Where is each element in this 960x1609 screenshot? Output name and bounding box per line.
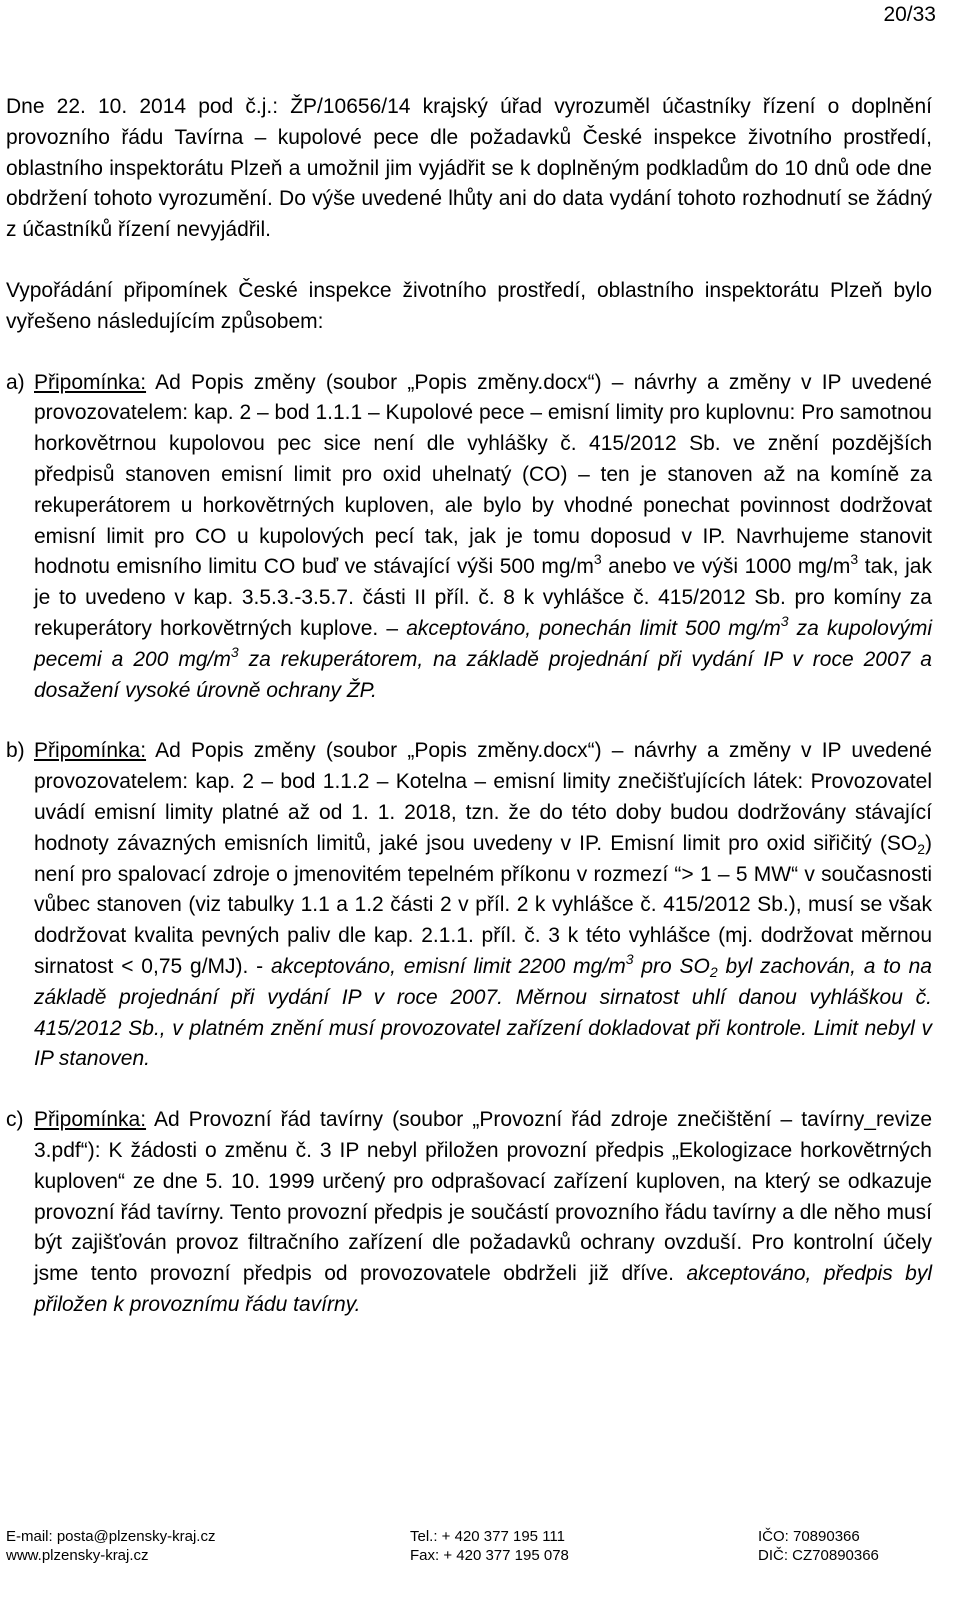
- footer-email: E-mail: posta@plzensky-kraj.cz: [6, 1528, 216, 1545]
- list-item-body: Připomínka: Ad Provozní řád tavírny (soubor „Provozní řád zdroje znečištění – tavírny_revize 3.pdf“): K žádosti o změnu č. 3 IP nebyl přiložen provozní předpis „Ekologizace horkovětrných kuploven“ ze dne 5. 10. 1999 určený pro odprašovací zařízení kuploven, na který se odkazuje provozní řád tavírny. Tento provozní předpis je součástí provozního řádu tavírny a dle něho musí být zajišťován provoz filtračního zařízení dle požadavků ochrany ovzduší. Pro kontrolní účely jsme tento provozní předpis od provozovatele obdrželi již dříve. akceptováno, předpis byl přiložen k provoznímu řádu tavírny.: [34, 1108, 932, 1316]
- item-heading: Připomínka:: [34, 370, 147, 394]
- footer-ico: IČO: 70890366: [758, 1528, 860, 1545]
- footer-fax: Fax: + 420 377 195 078: [410, 1547, 569, 1564]
- footer-contact-phone: [410, 1527, 569, 1565]
- list-item-label: c): [6, 1108, 24, 1132]
- list-item-a: [6, 368, 932, 707]
- item-heading: Připomínka:: [34, 739, 147, 763]
- footer-tel: Tel.: + 420 377 195 111: [410, 1528, 565, 1545]
- resolution-text: akceptováno, ponechán limit 500 $mg/m^3$ za kupolovými pecemi a 200 $mg/m^3$ za rekuperátorem, na základě projednání při vydání IP v roce 2007 a dosažení vysoké úrovně ochrany ŽP.: [34, 612, 932, 702]
- list-item-body: Připomínka: Ad Popis změny (soubor „Popis změny.docx“) – návrhy a změny v IP uvedené provozovatelem: kap. 2 – bod 1.1.1 – Kupolové pece – emisní limity pro kuplovnu: Pro samotnou horkovětrnou kupolovou pec sice není dle vyhlášky č. 415/2012 Sb. ve znění pozdějších předpisů stanoven emisní limit pro oxid uhelnatý (CO) – ten je stanoven až na komíně za rekuperátorem u horkovětrných kuploven, ale bylo by vhodné ponechat povinnost dodržovat emisní limit pro CO u kupolových pecí tak, jak je tomu doposud v IP. Navrhujeme stanovit hodnotu emisního limitu CO buď ve stávající výši 500 $mg/m^3$ anebo ve výši 1000 $mg/m^3$ tak, jak je to uvedeno v kap. 3.5.3.-3.5.7. části II příl. č. 8 k vyhlášce č. 415/2012 Sb. pro komíny za rekuperátory horkovětrných kuplove. – akceptováno, ponechán limit 500 $mg/m^3$ za kupolovými pecemi a 200 $mg/m^3$ za rekuperátorem, na základě projednání při vydání IP v roce 2007 a dosažení vysoké úrovně ochrany ŽP.: [34, 370, 932, 702]
- intro-paragraph: Dne 22. 10. 2014 pod č.j.: ŽP/10656/14 krajský úřad vyrozuměl účastníky řízení o doplnění provozního řádu Tavírna – kupolové pece dle požadavků České inspekce životního prostředí, oblastního inspektorátu Plzeň a umožnil jim vyjádřit se k doplněným podkladům do 10 dnů ode dne obdržení tohoto vyrozumění. Do výše uvedené lhůty ani do data vydání tohoto rozhodnutí se žádný z účastníků řízení nevyjádřil.: [6, 95, 932, 242]
- footer-dic: DIČ: CZ70890366: [758, 1547, 879, 1564]
- resolution-intro-paragraph: Vypořádání připomínek České inspekce životního prostředí, oblastního inspektorátu Plzeň bylo vyřešeno následujícím způsobem:: [6, 278, 932, 333]
- footer-contact-online: [6, 1527, 215, 1565]
- list-item-label: b): [6, 739, 25, 763]
- footer-web: www.plzensky-kraj.cz: [6, 1547, 149, 1564]
- list-item-label: a): [6, 370, 25, 394]
- footer-registration: [758, 1527, 879, 1565]
- item-heading: Připomínka:: [34, 1108, 147, 1132]
- resolution-text: akceptováno, emisní limit 2200 $mg/m^3$ pro $SO_2$ byl zachován, a to na základě projednání při vydání IP v roce 2007. Měrnou sirnatost uhlí danou vyhláškou č. 415/2012 Sb., v platném znění musí provozovatel zařízení dokladovat při kontrole. Limit nebyl v IP stanoven.: [34, 950, 932, 1071]
- list-item-c: [6, 1105, 932, 1321]
- resolution-text: akceptováno, předpis byl přiložen k provoznímu řádu tavírny.: [34, 1262, 932, 1316]
- list-item-b: [6, 736, 932, 1075]
- list-item-body: Připomínka: Ad Popis změny (soubor „Popis změny.docx“) – návrhy a změny v IP uvedené provozovatelem: kap. 2 – bod 1.1.2 – Kotelna – emisní limity znečišťujících látek: Provozovatel uvádí emisní limity platné až od 1. 1. 2018, tzn. že do této doby budou dodržovány stávající hodnoty závazných emisních limitů, jaké jsou uvedeny v IP. Emisní limit pro oxid siřičitý $(SO_2)$ není pro spalovací zdroje o jmenovitém tepelném příkonu v rozmezí “> 1 – 5 MW“ v současnosti vůbec stanoven (viz tabulky 1.1 a 1.2 části 2 v příl. 2 k vyhlášce č. 415/2012 Sb.), musí se však dodržovat kvalita pevných paliv dle kap. 2.1.1. příl. č. 3 k této vyhlášce (mj. dodržovat měrnou sirnatost < 0,75 g/MJ). - akceptováno, emisní limit 2200 $mg/m^3$ pro $SO_2$ byl zachován, a to na základě projednání při vydání IP v roce 2007. Měrnou sirnatost uhlí danou vyhláškou č. 415/2012 Sb., v platném znění musí provozovatel zařízení dokladovat při kontrole. Limit nebyl v IP stanoven.: [34, 739, 932, 1071]
- page-number: 20/33: [883, 3, 936, 26]
- document-body: [6, 92, 932, 1351]
